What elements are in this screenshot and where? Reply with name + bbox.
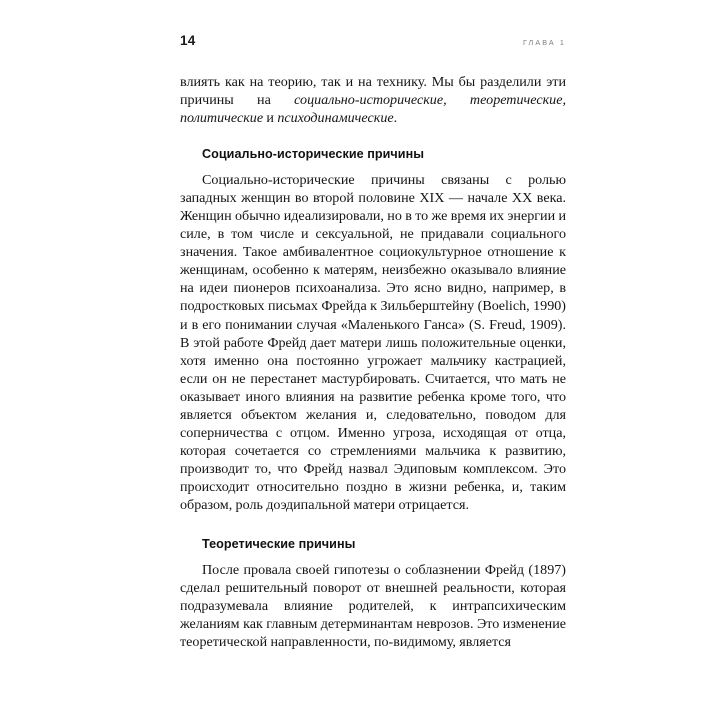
chapter-running-title: ГЛАВА 1	[522, 38, 566, 47]
spacer-after-heading-1	[180, 161, 566, 171]
section-paragraph-social-historical-text: Социально-исторические причины связаны с ролью западных женщин во второй половине XIX — начале XX века. Женщин обычно идеализировали, но в то же время их энергии и силе, в том числе и сексуальной, не придавали социального значения. Такое амбивалентное социокультурное отношение к женщинам, особенно к матерям, неизбежно оказывало влияние на идеи пионеров психоанализа. Это ясно видно, например, в подростковых письмах Фрейда к Зильберштейну (Boelich, 1990) и в его понимании случая «Маленького Ганса» (S. Freud, 1909). В этой работе Фрейд дает матери лишь положительные оценки, хотя именно она постоянно угрожает мальчику кастрацией, если он не перестанет мастурбировать. Считается, что мать не оказывает иного влияния на развитие ребенка кроме того, что является объектом желания и, следовательно, поводом для соперничества с отцом. Именно угроза, исходящая от отца, которая сочетается со стремлениями мальчика к развитию, производит то, что Фрейд назвал Эдиповым комплексом. Это происходит относительно поздно в жизни ребенка, и, таким образом, роль доэдипальной матери отрицается.	[180, 172, 566, 513]
page-number: 14	[180, 33, 196, 48]
section-paragraph-social-historical	[180, 171, 566, 514]
spacer-before-heading-1	[180, 127, 566, 147]
section-paragraph-theoretical	[180, 561, 566, 651]
spacer-before-heading-2	[180, 514, 566, 537]
page-content-column	[180, 0, 566, 651]
continued-paragraph-italic-2: психодинамические	[277, 110, 394, 127]
section-heading-theoretical: Теоретические причины	[202, 537, 356, 552]
continued-paragraph-run-2: и	[263, 110, 278, 127]
continued-paragraph	[180, 73, 566, 127]
continued-paragraph-run-1: влиять как на теорию, так и на технику. Мы бы разделили эти причины на	[180, 74, 566, 109]
continued-paragraph-italic-1: социально-исторические, теоретические, политические	[180, 92, 566, 127]
continued-paragraph-run-3: .	[393, 110, 398, 127]
running-head	[180, 0, 566, 55]
section-heading-social-historical: Социально-исторические причины	[202, 147, 425, 162]
section-paragraph-theoretical-text: После провала своей гипотезы о соблазнении Фрейд (1897) сделал решительный поворот от внешней реальности, которая подразумевала влияние родителей, к интрапсихическим желаниям как главным детерминантам неврозов. Это изменение теоретической направленности, по-видимому, является	[180, 562, 566, 651]
spacer-after-heading-2	[180, 551, 566, 561]
